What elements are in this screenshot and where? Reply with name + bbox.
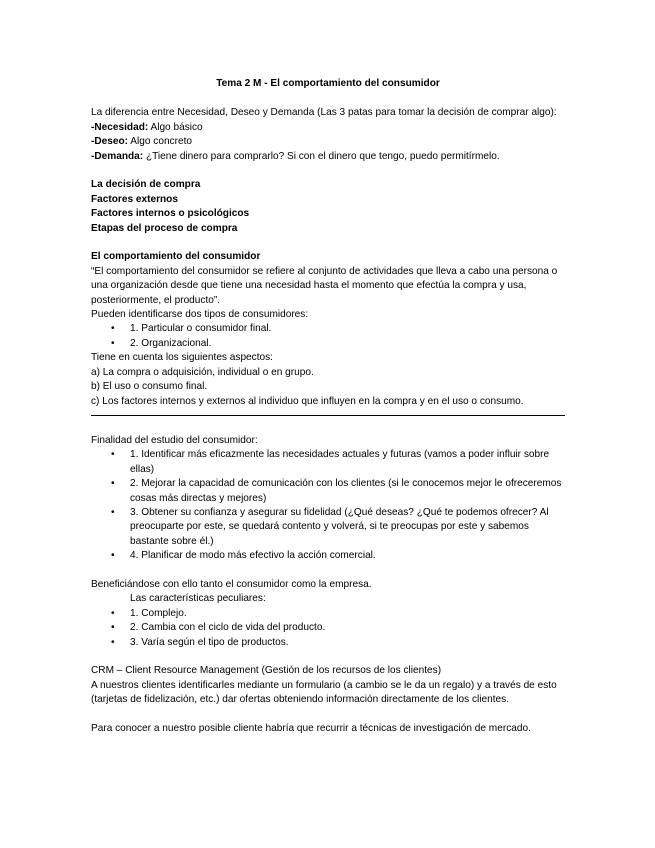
study-intro: Finalidad del estudio del consumidor: [91, 434, 258, 446]
behavior-section [91, 250, 565, 408]
intro-item-demanda [91, 150, 565, 164]
intro-section [91, 106, 565, 164]
document-body [91, 77, 565, 736]
list-item: • 2. Cambia con el ciclo de vida del producto. [91, 621, 565, 635]
aspect-item: b) El uso o consumo final. [91, 381, 208, 393]
benefit-line: Beneficiándose con ello tanto el consumidor como la empresa. [91, 578, 372, 590]
crm-section [91, 664, 565, 707]
intro-item-deseo [91, 135, 565, 149]
list-item: • 3. Obtener su confianza y asegurar su fidelidad (¿Qué deseas? ¿Qué te podemos ofrecer? Al preocuparte por este, se quedará contento y volverá, si te preocupas por este y sabemos bastante sobre él.) [91, 506, 565, 549]
crm-heading: CRM – Client Resource Management (Gestión de los recursos de los clientes) [91, 665, 442, 677]
aspects-intro: Tiene en cuenta los siguientes aspectos: [91, 352, 273, 364]
behavior-heading: El comportamiento del consumidor [91, 251, 261, 263]
benefit-sub: Las características peculiares: [130, 593, 266, 605]
list-item: • 1. Identificar más eficazmente las necesidades actuales y futuras (vamos a poder influir sobre ellas) [91, 448, 565, 477]
types-list [91, 322, 565, 351]
list-item: • 3. Varía según el tipo de productos. [91, 636, 565, 650]
list-item: • 2. Organizacional. [91, 337, 565, 351]
intro-line: La diferencia entre Necesidad, Deseo y Demanda (Las 3 patas para tomar la decisión de comprar algo): [91, 107, 557, 119]
behavior-definition: “El comportamiento del consumidor se refiere al conjunto de actividades que lleva a cabo una persona o una organización desde que tiene una necesidad hasta el momento que efectúa la compra y usa, posteriormente, el producto”. [91, 265, 558, 306]
intro-item-necesidad [91, 121, 565, 135]
topic-heading: Factores internos o psicológicos [91, 208, 250, 220]
list-item: • 1. Complejo. [91, 607, 565, 621]
section-divider [91, 415, 565, 416]
topic-heading: Factores externos [91, 193, 178, 205]
intro-item-label: -Deseo: [91, 136, 129, 148]
intro-item-label: -Necesidad: [91, 121, 149, 133]
study-list [91, 448, 565, 563]
intro-item-text: Algo concreto [128, 136, 192, 148]
characteristics-list [91, 607, 565, 650]
list-item: • 1. Particular o consumidor final. [91, 322, 565, 336]
crm-text: A nuestros clientes identificarles mediante un formulario (a cambio se le da un regalo) y a través de esto (tarjetas de fidelización, etc.) dar ofertas obteniendo información directamente de los clientes. [91, 679, 557, 706]
closing-line: Para conocer a nuestro posible cliente habría que recurrir a técnicas de investigación de mercado. [91, 722, 531, 734]
study-section [91, 434, 565, 564]
intro-item-text: Algo básico [148, 121, 203, 133]
aspect-item: c) Los factores internos y externos al individuo que influyen en la compra y en el uso o consumo. [91, 395, 524, 407]
list-item: • 4. Planificar de modo más efectivo la acción comercial. [91, 549, 565, 563]
intro-item-label: -Demanda: [91, 150, 144, 162]
topic-heading: Etapas del proceso de compra [91, 222, 238, 234]
types-intro: Pueden identificarse dos tipos de consumidores: [91, 309, 309, 321]
aspect-item: a) La compra o adquisición, individual o en grupo. [91, 366, 314, 378]
topics-section [91, 178, 565, 236]
topic-heading: La decisión de compra [91, 179, 201, 191]
list-item: • 2. Mejorar la capacidad de comunicación con los clientes (si le conocemos mejor le ofreceremos cosas más directas y mejores) [91, 477, 565, 506]
intro-item-text: ¿Tiene dinero para comprarlo? Si con el dinero que tengo, puedo permitírmelo. [143, 150, 500, 162]
document-title: Tema 2 M - El comportamiento del consumidor [216, 78, 440, 89]
benefit-section [91, 578, 565, 650]
